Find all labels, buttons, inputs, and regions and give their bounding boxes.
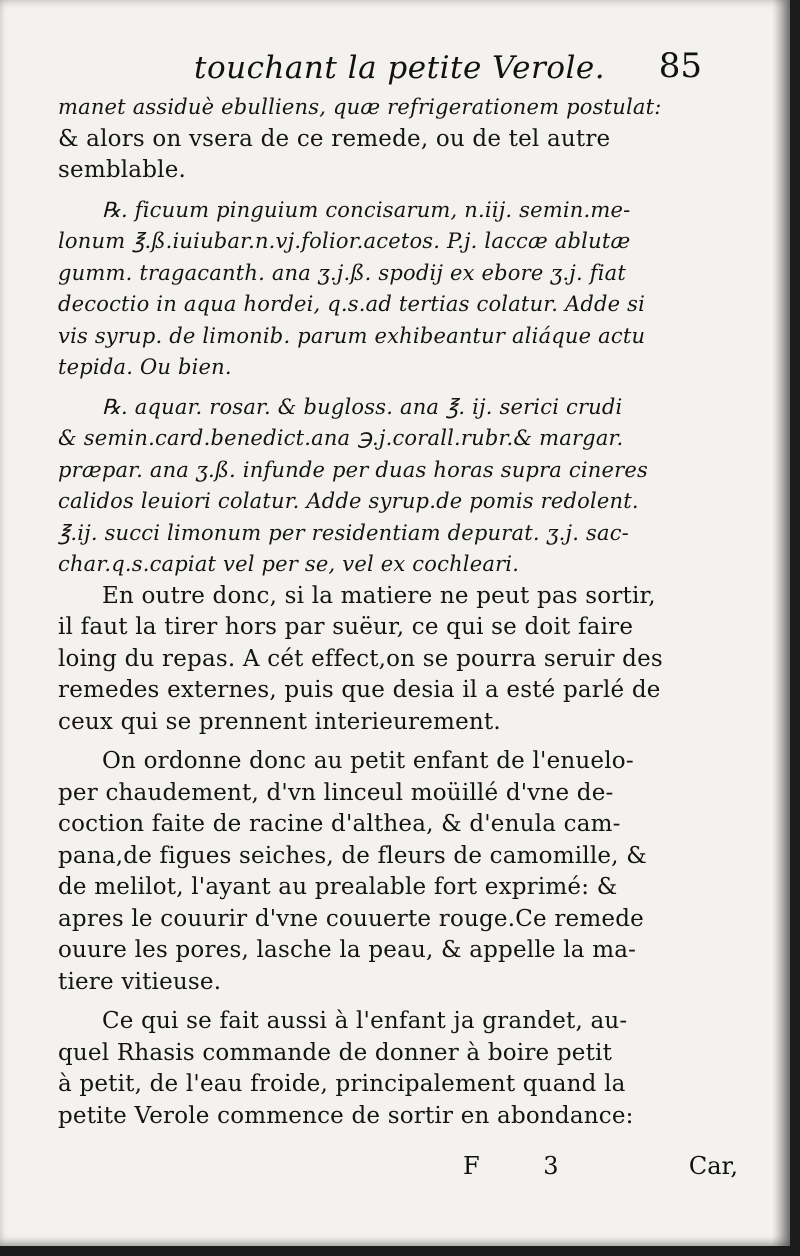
- text-line: semblable.: [58, 157, 187, 183]
- text-line: & alors on vsera de ce remede, ou de tel autre: [58, 125, 611, 152]
- text-line: char.q.s.capiat vel per se, vel ex cochleari.: [58, 552, 520, 576]
- text-line: & semin.card.benedict.ana ℈.j.corall.rubr.& margar.: [58, 426, 624, 450]
- text-line: gumm. tragacanth. ana ʒ.j.ß. spodij ex ebore ʒ.j. fiat: [58, 260, 627, 285]
- text-line: On ordonne donc au petit enfant de l'enuelo-: [102, 748, 634, 774]
- text-line: ouure les pores, lasche la peau, & appelle la ma-: [58, 937, 637, 963]
- text-line: manet assiduè ebulliens, quæ refrigerationem postulat:: [58, 95, 662, 119]
- text-line: de melilot, l'ayant au prealable fort exprimé: &: [58, 874, 618, 900]
- text-line: decoctio in aqua hordei, q.s.ad tertias colatur. Adde si: [58, 292, 646, 316]
- catchword: Car,: [688, 1152, 738, 1180]
- text-line: il faut la tirer hors par suëur, ce qui se doit faire: [58, 614, 634, 640]
- page-footer: [58, 1152, 738, 1192]
- text-line: per chaudement, d'vn linceul moüillé d'vne de-: [58, 779, 614, 806]
- text-line: tepida. Ou bien.: [58, 355, 232, 379]
- text-line: lonum ℥.ß.iuiubar.n.vj.folior.acetos. P.j. laccæ ablutæ: [58, 229, 631, 253]
- text-line: præpar. ana ʒ.ß. infunde per duas horas supra cineres: [58, 457, 648, 482]
- text-line: coction faite de racine d'althea, & d'enula cam-: [58, 811, 621, 837]
- running-title: touchant la petite Verole.: [194, 50, 606, 86]
- paragraph-enuelopper: [58, 746, 738, 998]
- text-line: apres le couurir d'vne couuerte rouge.Ce remede: [58, 905, 644, 932]
- text-line: remedes externes, puis que desia il a esté parlé de: [58, 677, 661, 703]
- text-line: ℥.ij. succi limonum per residentiam depurat. ʒ.j. sac-: [58, 520, 629, 545]
- text-line: ℞. aquar. rosar. & bugloss. ana ℥. ij. serici crudi: [102, 394, 623, 419]
- prescription-2: [58, 392, 738, 581]
- text-line: tiere vitieuse.: [58, 968, 222, 995]
- paragraph-continuation: [58, 92, 738, 187]
- text-line: quel Rhasis commande de donner à boire petit: [58, 1039, 613, 1066]
- page-number: 85: [658, 46, 702, 86]
- text-line: loing du repas. A cét effect,on se pourra seruir des: [58, 645, 663, 672]
- text-line: Ce qui se fait aussi à l'enfant ja grandet, au-: [102, 1008, 628, 1034]
- text-line: ceux qui se prennent interieurement.: [58, 708, 501, 735]
- text-line: à petit, de l'eau froide, principalement quand la: [58, 1071, 626, 1097]
- running-header: [64, 46, 710, 90]
- text-line: vis syrup. de limonib. parum exhibeantur aliáque actu: [58, 323, 646, 348]
- text-line: pana,de figues seiches, de fleurs de camomille, &: [58, 842, 647, 869]
- text-line: petite Verole commence de sortir en abondance:: [58, 1102, 634, 1129]
- text-line: calidos leuiori colatur. Adde syrup.de pomis redolent.: [58, 489, 639, 513]
- paragraph-sueur: [58, 581, 738, 739]
- page-body: [58, 92, 738, 1132]
- paragraph-rhasis: [58, 1006, 738, 1132]
- text-line: En outre donc, si la matiere ne peut pas sortir,: [102, 582, 656, 609]
- prescription-1: [58, 195, 738, 384]
- signature-mark: F 3: [463, 1152, 587, 1180]
- text-line: ℞. ficuum pinguium concisarum, n.iij. semin.me-: [102, 197, 631, 222]
